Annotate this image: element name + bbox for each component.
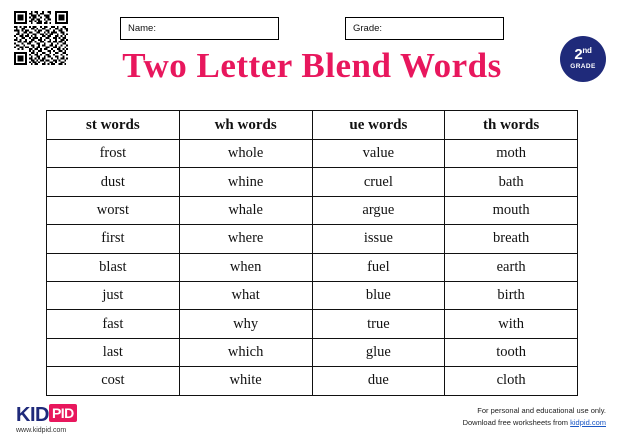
word-cell: breath — [445, 225, 578, 253]
word-cell: value — [312, 140, 445, 168]
table-row — [47, 253, 578, 281]
word-cell: cruel — [312, 168, 445, 196]
word-cell: tooth — [445, 338, 578, 366]
name-field-label: Name: — [128, 23, 156, 34]
grade-badge-label: GRADE — [570, 63, 596, 71]
column-header-ue: ue words — [312, 111, 445, 140]
table-row — [47, 338, 578, 366]
word-cell: first — [47, 225, 180, 253]
word-cell: mouth — [445, 196, 578, 224]
word-cell: fast — [47, 310, 180, 338]
word-cell: what — [179, 281, 312, 309]
word-cell: moth — [445, 140, 578, 168]
brand-logo-pid: PID — [49, 404, 77, 422]
word-cell: earth — [445, 253, 578, 281]
word-cell: issue — [312, 225, 445, 253]
brand-logo — [16, 404, 77, 427]
table-row — [47, 168, 578, 196]
name-field[interactable] — [120, 17, 279, 40]
footer-note-link[interactable]: kidpid.com — [570, 417, 606, 427]
word-cell: whine — [179, 168, 312, 196]
grade-badge-digit: 2 — [574, 46, 583, 64]
word-cell: birth — [445, 281, 578, 309]
footer-note-line1: For personal and educational use only. — [477, 406, 606, 415]
table-row — [47, 140, 578, 168]
word-cell: frost — [47, 140, 180, 168]
word-cell: whale — [179, 196, 312, 224]
footer-note — [463, 405, 606, 428]
word-cell: fuel — [312, 253, 445, 281]
grade-field-label: Grade: — [353, 23, 383, 34]
word-table — [46, 110, 578, 396]
grade-badge-number — [574, 47, 591, 62]
word-cell: last — [47, 338, 180, 366]
word-cell: white — [179, 367, 312, 395]
brand-logo-kid: KID — [16, 404, 49, 426]
word-cell: just — [47, 281, 180, 309]
word-cell: cloth — [445, 367, 578, 395]
footer-note-line2 — [463, 417, 606, 429]
column-header-th: th words — [445, 111, 578, 140]
table-header-row — [47, 111, 578, 140]
column-header-st: st words — [47, 111, 180, 140]
word-cell: whole — [179, 140, 312, 168]
word-cell: where — [179, 225, 312, 253]
word-cell: true — [312, 310, 445, 338]
table-row — [47, 225, 578, 253]
column-header-wh: wh words — [179, 111, 312, 140]
grade-badge — [560, 36, 606, 82]
grade-badge-ordinal: nd — [582, 46, 592, 56]
word-cell: dust — [47, 168, 180, 196]
word-cell: argue — [312, 196, 445, 224]
word-cell: glue — [312, 338, 445, 366]
word-cell: why — [179, 310, 312, 338]
table-row — [47, 367, 578, 395]
word-cell: blue — [312, 281, 445, 309]
word-cell: due — [312, 367, 445, 395]
table-row — [47, 310, 578, 338]
brand-url: www.kidpid.com — [16, 427, 67, 434]
word-cell: when — [179, 253, 312, 281]
word-cell: blast — [47, 253, 180, 281]
table-row — [47, 281, 578, 309]
page-title: Two Letter Blend Words — [122, 46, 502, 85]
footer-note-prefix: Download free worksheets from — [462, 417, 571, 427]
word-cell: cost — [47, 367, 180, 395]
word-cell: with — [445, 310, 578, 338]
word-cell: bath — [445, 168, 578, 196]
grade-field[interactable] — [345, 17, 504, 40]
table-row — [47, 196, 578, 224]
word-cell: worst — [47, 196, 180, 224]
word-cell: which — [179, 338, 312, 366]
